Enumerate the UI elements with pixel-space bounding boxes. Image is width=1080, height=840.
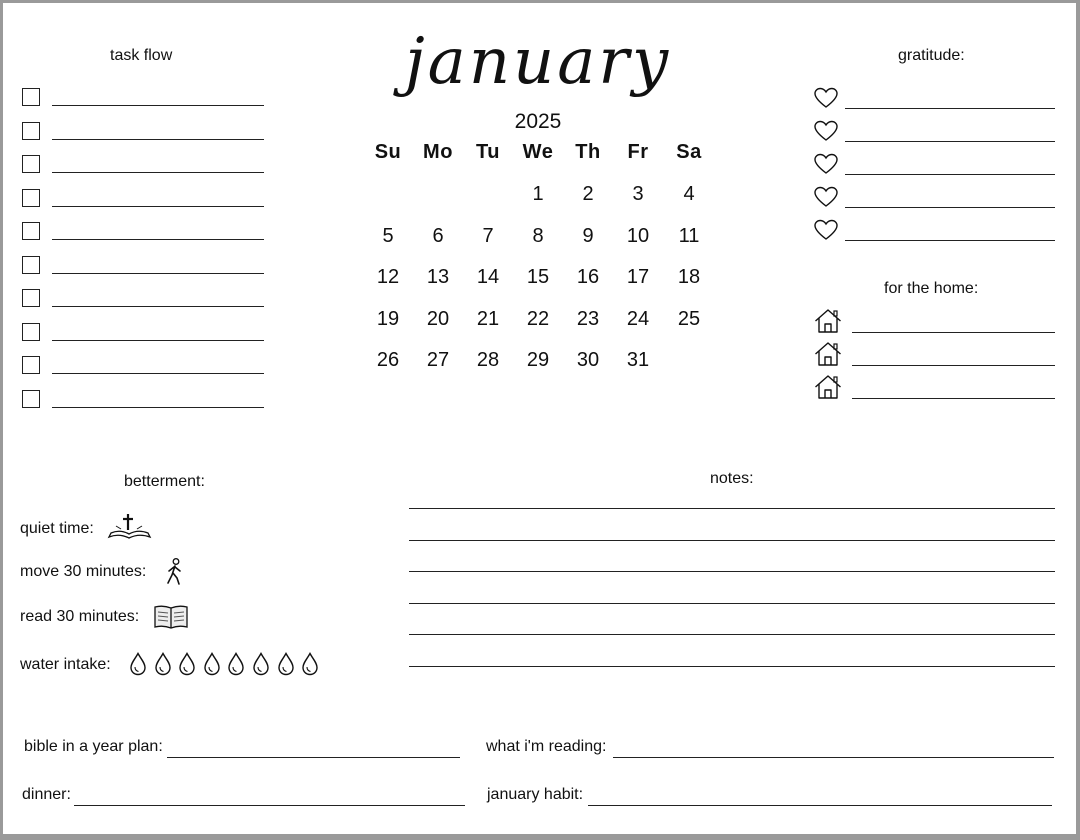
calendar-day: 21	[476, 307, 500, 330]
dinner-label: dinner:	[22, 786, 71, 803]
calendar-day: 29	[526, 349, 550, 371]
calendar-day: 17	[626, 266, 650, 288]
task-line[interactable]	[52, 407, 264, 408]
bible-plan-line[interactable]	[167, 757, 460, 758]
house-icon	[814, 374, 842, 400]
house-icon	[814, 341, 842, 367]
gratitude-line[interactable]	[845, 174, 1055, 175]
home-line[interactable]	[852, 398, 1055, 399]
weekday-header: We	[522, 141, 554, 163]
open-book-icon	[153, 603, 189, 631]
notes-line[interactable]	[409, 634, 1055, 635]
water-drop-icon[interactable]	[203, 652, 221, 676]
read-label: read 30 minutes:	[20, 608, 140, 625]
calendar-day: 5	[382, 224, 394, 247]
calendar-day: 15	[526, 266, 550, 288]
calendar-year: 2025	[514, 110, 562, 133]
weekday-header: Su	[374, 141, 402, 163]
calendar-day: 23	[576, 307, 600, 330]
calendar-day: 18	[677, 266, 701, 288]
task-flow-title: task flow	[110, 47, 173, 64]
calendar-day: 14	[476, 266, 500, 288]
water-drop-icon[interactable]	[252, 652, 270, 676]
weekday-header: Tu	[476, 141, 500, 163]
task-line[interactable]	[52, 239, 264, 240]
calendar-day: 3	[632, 183, 644, 205]
task-line[interactable]	[52, 139, 264, 140]
task-line[interactable]	[52, 340, 264, 341]
weekday-header: Fr	[627, 141, 649, 163]
dinner-line[interactable]	[74, 805, 465, 806]
weekday-header: Th	[575, 141, 601, 163]
water-drop-icon[interactable]	[129, 652, 147, 676]
home-line[interactable]	[852, 332, 1055, 333]
water-drop-icon[interactable]	[277, 652, 295, 676]
task-checkbox[interactable]	[22, 122, 40, 140]
notes-title: notes:	[710, 470, 754, 487]
water-label: water intake:	[20, 656, 111, 673]
task-line[interactable]	[52, 172, 264, 173]
heart-icon	[814, 153, 838, 175]
heart-icon	[814, 87, 838, 109]
task-checkbox[interactable]	[22, 256, 40, 274]
calendar-day: 6	[432, 224, 444, 247]
bible-cross-icon	[108, 513, 154, 541]
gratitude-line[interactable]	[845, 240, 1055, 241]
water-drop-icon[interactable]	[301, 652, 319, 676]
task-checkbox[interactable]	[22, 222, 40, 240]
task-line[interactable]	[52, 105, 264, 106]
calendar-day: 22	[526, 307, 550, 330]
calendar-day: 20	[426, 307, 450, 330]
calendar-day: 12	[376, 266, 400, 288]
task-line[interactable]	[52, 306, 264, 307]
reading-line[interactable]	[613, 757, 1054, 758]
planner-page	[3, 3, 1076, 834]
house-icon	[814, 308, 842, 334]
notes-line[interactable]	[409, 666, 1055, 667]
task-checkbox[interactable]	[22, 189, 40, 207]
gratitude-line[interactable]	[845, 108, 1055, 109]
heart-icon	[814, 219, 838, 241]
calendar-day: 30	[576, 349, 600, 371]
notes-line[interactable]	[409, 603, 1055, 604]
task-checkbox[interactable]	[22, 88, 40, 106]
calendar-day: 4	[683, 183, 695, 205]
water-drop-icon[interactable]	[227, 652, 245, 676]
walking-person-icon	[163, 558, 187, 586]
calendar-day: 24	[626, 307, 650, 330]
task-checkbox[interactable]	[22, 323, 40, 341]
task-line[interactable]	[52, 206, 264, 207]
calendar-day: 16	[576, 266, 600, 288]
notes-line[interactable]	[409, 571, 1055, 572]
habit-label: january habit:	[487, 786, 584, 803]
calendar-day: 2	[582, 183, 594, 205]
svg-text:january: january	[404, 25, 672, 99]
quiet-time-label: quiet time:	[20, 520, 94, 537]
calendar-day: 13	[426, 266, 450, 288]
calendar-day: 8	[532, 224, 544, 247]
water-drop-icon[interactable]	[178, 652, 196, 676]
month-title	[338, 25, 738, 115]
gratitude-line[interactable]	[845, 141, 1055, 142]
task-line[interactable]	[52, 373, 264, 374]
gratitude-line[interactable]	[845, 207, 1055, 208]
move-label: move 30 minutes:	[20, 563, 147, 580]
heart-icon	[814, 186, 838, 208]
weekday-header: Mo	[423, 141, 453, 163]
habit-line[interactable]	[588, 805, 1052, 806]
heart-icon	[814, 120, 838, 142]
calendar-day: 1	[532, 183, 544, 205]
reading-label: what i'm reading:	[486, 738, 607, 755]
task-checkbox[interactable]	[22, 390, 40, 408]
task-checkbox[interactable]	[22, 155, 40, 173]
home-title: for the home:	[884, 280, 979, 297]
betterment-title: betterment:	[124, 473, 205, 490]
calendar-day: 27	[426, 349, 450, 371]
calendar-day: 25	[677, 307, 701, 330]
task-checkbox[interactable]	[22, 289, 40, 307]
calendar-day: 10	[626, 224, 650, 247]
calendar-day: 19	[376, 307, 400, 330]
weekday-header: Sa	[676, 141, 702, 163]
calendar-day: 26	[376, 349, 400, 371]
calendar-day: 31	[626, 349, 650, 371]
calendar-day: 9	[582, 224, 594, 247]
calendar-day: 11	[678, 224, 700, 247]
water-drop-icon[interactable]	[154, 652, 172, 676]
calendar-day: 7	[482, 224, 494, 247]
task-line[interactable]	[52, 273, 264, 274]
bible-plan-label: bible in a year plan:	[24, 738, 163, 755]
home-line[interactable]	[852, 365, 1055, 366]
gratitude-title: gratitude:	[898, 47, 965, 64]
calendar-day: 28	[476, 349, 500, 371]
notes-line[interactable]	[409, 540, 1055, 541]
task-checkbox[interactable]	[22, 356, 40, 374]
notes-line[interactable]	[409, 508, 1055, 509]
